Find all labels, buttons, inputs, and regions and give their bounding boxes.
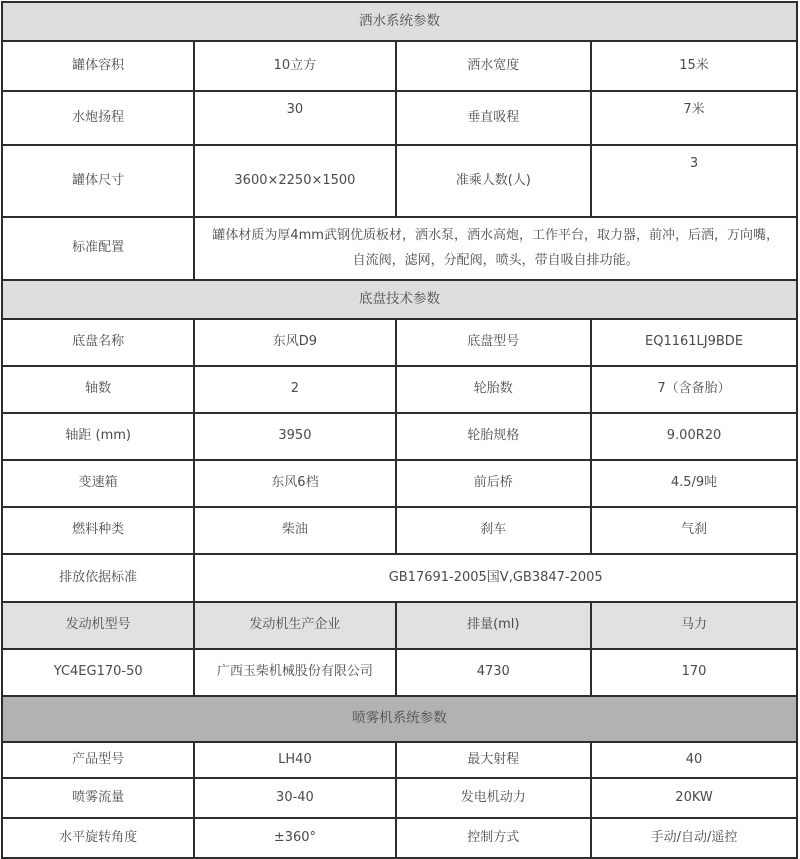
spec-value: 40 [591, 742, 797, 778]
spec-value-standard-config: 罐体材质为厚4mm武钢优质板材，洒水泵，洒水高炮，工作平台，取力器，前冲，后洒，万向嘴，自流阀，滤网，分配阀，喷头，带自吸自排功能。 [194, 217, 797, 280]
spec-value: 2 [194, 366, 395, 413]
table-row [2, 742, 797, 778]
spec-value: YC4EG170-50 [2, 649, 194, 696]
spec-value: 15米 [591, 41, 797, 91]
spec-value: 7（含备胎） [591, 366, 797, 413]
spec-label: 标准配置 [2, 217, 194, 280]
spec-label: 水炮扬程 [2, 91, 194, 145]
table-row [2, 460, 797, 507]
spec-value: 4.5/9吨 [591, 460, 797, 507]
spec-value-emission-standard: GB17691-2005国Ⅴ,GB3847-2005 [194, 554, 797, 602]
spec-label: 洒水宽度 [396, 41, 592, 91]
spec-label: 底盘型号 [396, 319, 592, 366]
spec-value: 170 [591, 649, 797, 696]
spec-label: 排放依据标准 [2, 554, 194, 602]
spec-label: 最大射程 [396, 742, 592, 778]
section-header-sprinkler [2, 2, 797, 41]
section-header-spray [2, 696, 797, 742]
spec-label: 产品型号 [2, 742, 194, 778]
spec-value: 气刹 [591, 507, 797, 554]
spec-label: 轴距 (mm) [2, 413, 194, 460]
spec-label: 水平旋转角度 [2, 818, 194, 858]
spec-label: 刹车 [396, 507, 592, 554]
spec-table [1, 1, 798, 859]
spec-value: ±360° [194, 818, 395, 858]
table-row [2, 778, 797, 818]
column-header: 发动机生产企业 [194, 602, 395, 649]
spec-value: 30-40 [194, 778, 395, 818]
spec-label: 轮胎规格 [396, 413, 592, 460]
spec-value: LH40 [194, 742, 395, 778]
engine-values-row [2, 649, 797, 696]
spec-label: 垂直吸程 [396, 91, 592, 145]
spec-label: 罐体尺寸 [2, 145, 194, 217]
section-header-chassis [2, 280, 797, 319]
spec-value: 30 [194, 91, 395, 145]
spec-label: 前后桥 [396, 460, 592, 507]
table-row [2, 507, 797, 554]
spec-value: 3600×2250×1500 [194, 145, 395, 217]
table-row [2, 217, 797, 280]
spec-label: 喷雾流量 [2, 778, 194, 818]
spec-value: 7米 [591, 91, 797, 145]
spec-value: 广西玉柴机械股份有限公司 [194, 649, 395, 696]
spec-value: 9.00R20 [591, 413, 797, 460]
column-header: 马力 [591, 602, 797, 649]
spec-value: 10立方 [194, 41, 395, 91]
table-row [2, 91, 797, 145]
engine-subheader-row [2, 602, 797, 649]
spec-label: 轴数 [2, 366, 194, 413]
spec-label: 准乘人数(人) [396, 145, 592, 217]
column-header: 发动机型号 [2, 602, 194, 649]
spec-value: 东风D9 [194, 319, 395, 366]
spec-label: 变速箱 [2, 460, 194, 507]
spec-label: 轮胎数 [396, 366, 592, 413]
table-row [2, 41, 797, 91]
table-row [2, 145, 797, 217]
section-title: 底盘技术参数 [2, 280, 797, 319]
spec-label: 底盘名称 [2, 319, 194, 366]
spec-value: 3950 [194, 413, 395, 460]
table-row [2, 818, 797, 858]
spec-value: 柴油 [194, 507, 395, 554]
spec-value: 东风6档 [194, 460, 395, 507]
spec-sheet-page [0, 1, 800, 845]
spec-label: 罐体容积 [2, 41, 194, 91]
table-row [2, 366, 797, 413]
spec-value: 3 [591, 145, 797, 217]
spec-label: 控制方式 [396, 818, 592, 858]
spec-value: EQ1161LJ9BDE [591, 319, 797, 366]
table-row [2, 413, 797, 460]
spec-value: 20KW [591, 778, 797, 818]
spec-label: 发电机动力 [396, 778, 592, 818]
spec-label: 燃料种类 [2, 507, 194, 554]
column-header: 排量(ml) [396, 602, 592, 649]
section-title: 洒水系统参数 [2, 2, 797, 41]
spec-value: 4730 [396, 649, 592, 696]
spec-value: 手动/自动/遥控 [591, 818, 797, 858]
table-row [2, 554, 797, 602]
section-title: 喷雾机系统参数 [2, 696, 797, 742]
table-row [2, 319, 797, 366]
